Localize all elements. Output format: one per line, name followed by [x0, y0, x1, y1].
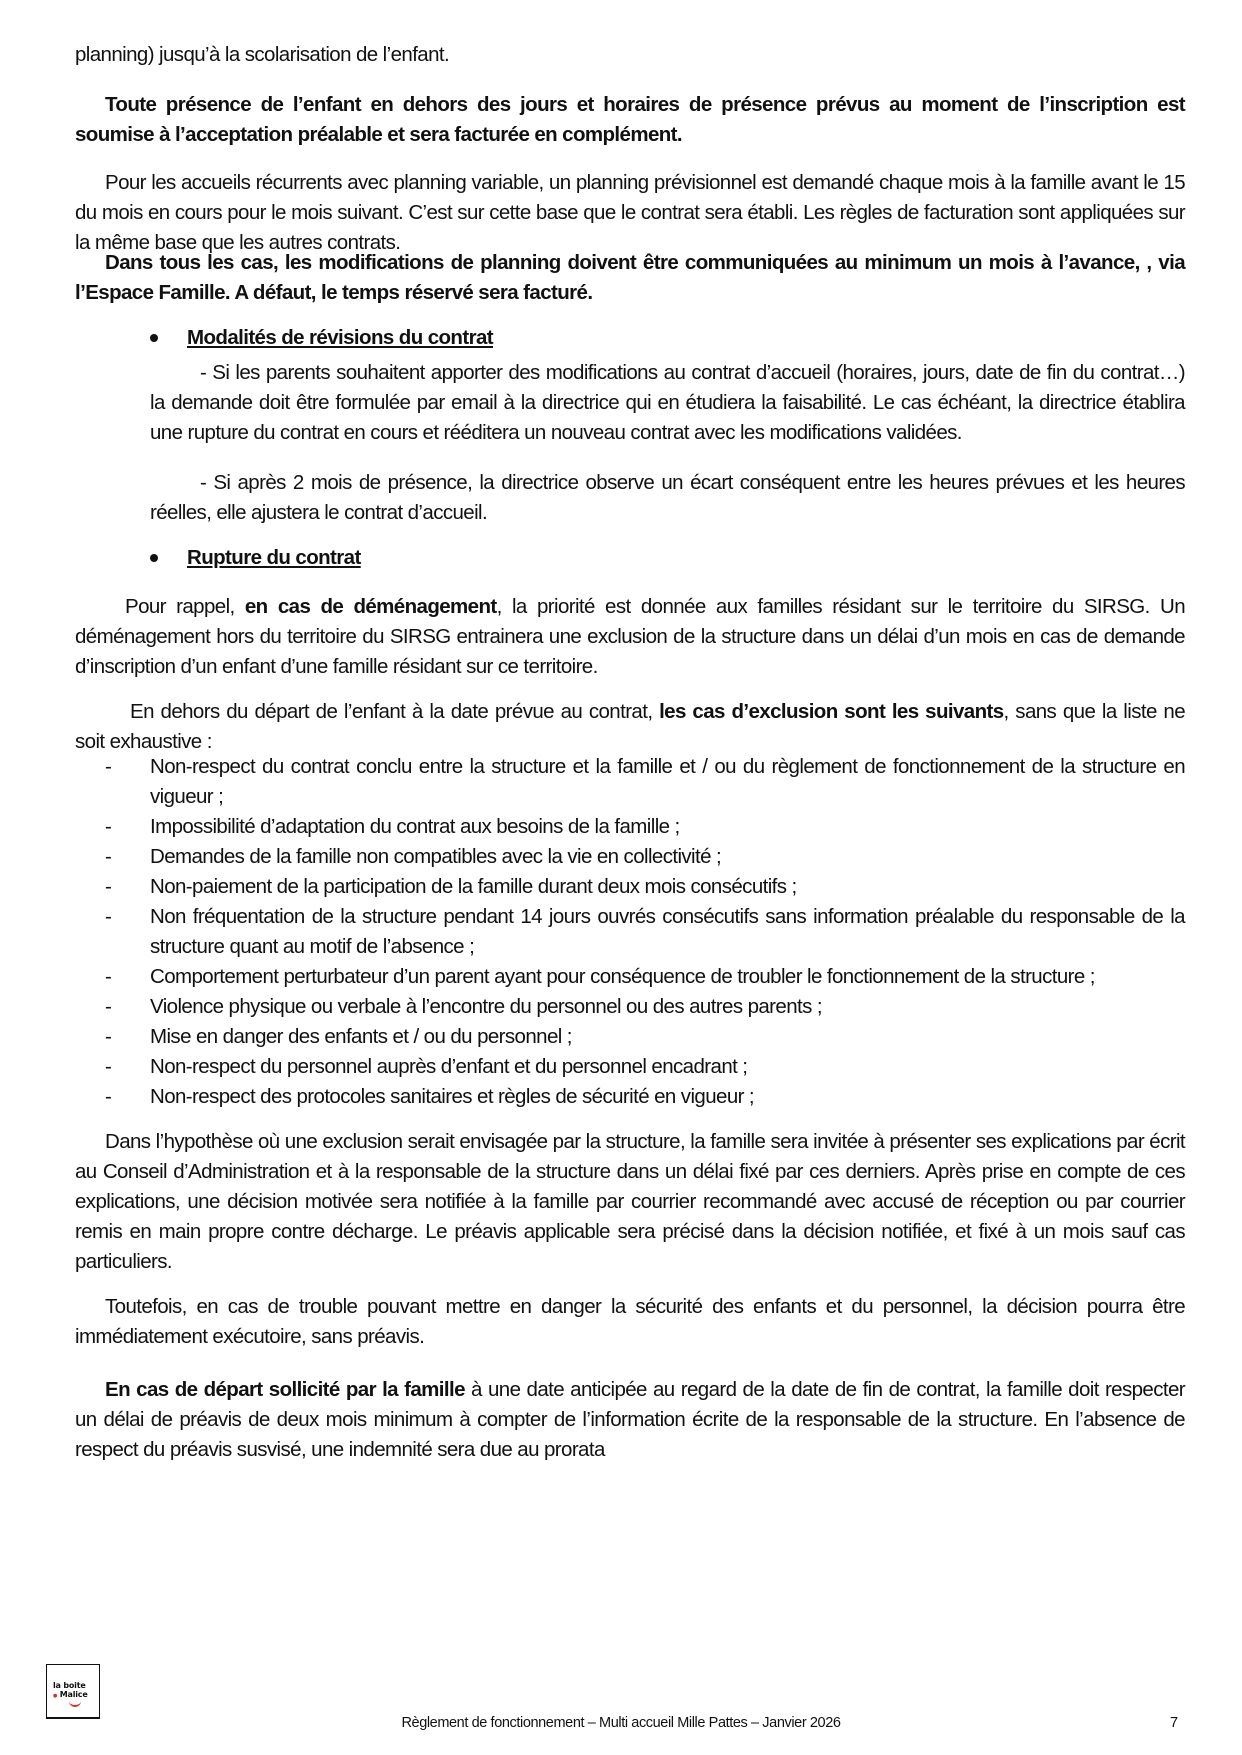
paragraph-depart [75, 1375, 1185, 1465]
revision-item-2: - Si après 2 mois de présence, la directrice observe un écart conséquent entre les heures prévues et les heures réelles, elle ajustera le contrat d’accueil. [150, 471, 1185, 524]
dash-icon: - [105, 845, 112, 868]
bullet-icon [150, 334, 158, 342]
text: , sans que la liste ne soit exhaustive : [75, 700, 1185, 753]
list-item: - Violence physique ou verbale à l’encontre du personnel ou des autres parents ; [75, 992, 1185, 1022]
list-item: - Demandes de la famille non compatibles avec la vie en collectivité ; [75, 842, 1185, 872]
heading-revisions-label: Modalités de révisions du contrat [187, 326, 493, 349]
bullet-icon [150, 554, 158, 562]
paragraph-intro: planning) jusqu’à la scolarisation de l’enfant. [75, 43, 450, 66]
page-footer [0, 1713, 1242, 1743]
revision-item-1: - Si les parents souhaitent apporter des modifications au contrat d’accueil (horaires, jours, date de fin du contrat…) la demande doit être formulée par email à la directrice qui en étudiera la faisabilité. Le cas échéant, la directrice établira une rupture du contrat en cours et rééditera un nouveau contrat avec les modifications validées. [150, 361, 1185, 444]
paragraph-demenagement [75, 592, 1185, 682]
logo-line-1: la boite [53, 1681, 86, 1690]
paragraph-hypothese: Dans l’hypothèse où une exclusion serait envisagée par la structure, la famille sera invitée à présenter ses explications par écrit au Conseil d’Administration et à la responsable de la structure dans un délai fixé par ces derniers. Après prise en compte de ces explications, une décision motivée sera notifiée à la famille par courrier recommandé avec accusé de réception ou par courrier remis en main propre contre décharge. Le préavis applicable sera précisé dans la décision notifiée, et fixé à un mois sauf cas particuliers. [75, 1130, 1185, 1273]
footer-title: Règlement de fonctionnement – Multi accueil Mille Pattes – Janvier 2026 [401, 1715, 841, 1731]
list-item: - Comportement perturbateur d’un parent ayant pour conséquence de troubler le fonctionnement de la structure ; [75, 962, 1185, 992]
list-item: - Non-respect du personnel auprès d’enfant et du personnel encadrant ; [75, 1052, 1185, 1082]
text: à une date anticipée au regard de la date de fin de contrat, la famille doit respecter un délai de préavis de deux mois minimum à compter de l’information écrite de la responsable de la structure. En l’absence de respect du préavis susvisé, une indemnité sera due au prorata [75, 1378, 1185, 1461]
bold-text: En cas de départ sollicité par la famille [105, 1378, 465, 1401]
dash-icon: - [105, 995, 112, 1018]
logo-smile-icon [69, 1700, 81, 1707]
paragraph-planning-modifications: Dans tous les cas, les modifications de planning doivent être communiquées au minimum un mois à l’avance, , via l’Espace Famille. A défaut, le temps réservé sera facturé. [75, 251, 1185, 304]
page-number: 7 [1170, 1715, 1179, 1731]
dash-icon: - [105, 1025, 112, 1048]
list-item: - Non-respect des protocoles sanitaires et règles de sécurité en vigueur ; [75, 1082, 1185, 1112]
dash-icon: - [105, 755, 112, 778]
text: En dehors du départ de l’enfant à la date prévue au contrat, [130, 700, 660, 723]
dash-icon: - [105, 875, 112, 898]
bold-text: les cas d’exclusion sont les suivants [659, 700, 1004, 723]
logo [46, 1664, 100, 1719]
dash-icon: - [105, 905, 112, 928]
text: Pour rappel, [125, 595, 245, 618]
text: , la priorité est donnée aux familles résidant sur le territoire du SIRSG. Un déménagement hors du territoire du SIRSG entrainera une exclusion de la structure dans un délai d’un mois en cas de demande d’inscription d’un enfant d’une famille résidant sur ce territoire. [75, 595, 1185, 678]
paragraph-variable-planning: Pour les accueils récurrents avec planning variable, un planning prévisionnel est demandé chaque mois à la famille avant le 15 du mois en cours pour le mois suivant. C’est sur cette base que le contrat sera établi. Les règles de facturation sont appliquées sur la même base que les autres contrats. [75, 171, 1185, 254]
list-item: - Impossibilité d’adaptation du contrat aux besoins de la famille ; [75, 812, 1185, 842]
paragraph-presence-rule: Toute présence de l’enfant en dehors des jours et horaires de présence prévus au moment de l’inscription est soumise à l’acceptation préalable et sera facturée en complément. [75, 93, 1185, 146]
paragraph-toutefois: Toutefois, en cas de trouble pouvant mettre en danger la sécurité des enfants et du personnel, la décision pourra être immédiatement exécutoire, sans préavis. [75, 1295, 1185, 1348]
exclusion-cases-list [75, 752, 1185, 1112]
logo-dot-icon: ● [53, 1693, 58, 1699]
dash-icon: - [105, 965, 112, 988]
list-item: - Non-respect du contrat conclu entre la structure et la famille et / ou du règlement de fonctionnement de la structure en vigueur ; [75, 752, 1185, 812]
heading-rupture-label: Rupture du contrat [187, 546, 361, 569]
list-item: - Mise en danger des enfants et / ou du personnel ; [75, 1022, 1185, 1052]
dash-icon: - [105, 815, 112, 838]
bold-text: en cas de déménagement [244, 595, 497, 618]
list-item: - Non fréquentation de la structure pendant 14 jours ouvrés consécutifs sans information préalable du responsable de la structure quant au motif de l’absence ; [75, 902, 1185, 962]
logo-line-2: ● Malice [53, 1690, 88, 1699]
paragraph-exclusion-intro [75, 697, 1185, 757]
dash-icon: - [105, 1085, 112, 1108]
dash-icon: - [105, 1055, 112, 1078]
list-item: - Non-paiement de la participation de la famille durant deux mois consécutifs ; [75, 872, 1185, 902]
